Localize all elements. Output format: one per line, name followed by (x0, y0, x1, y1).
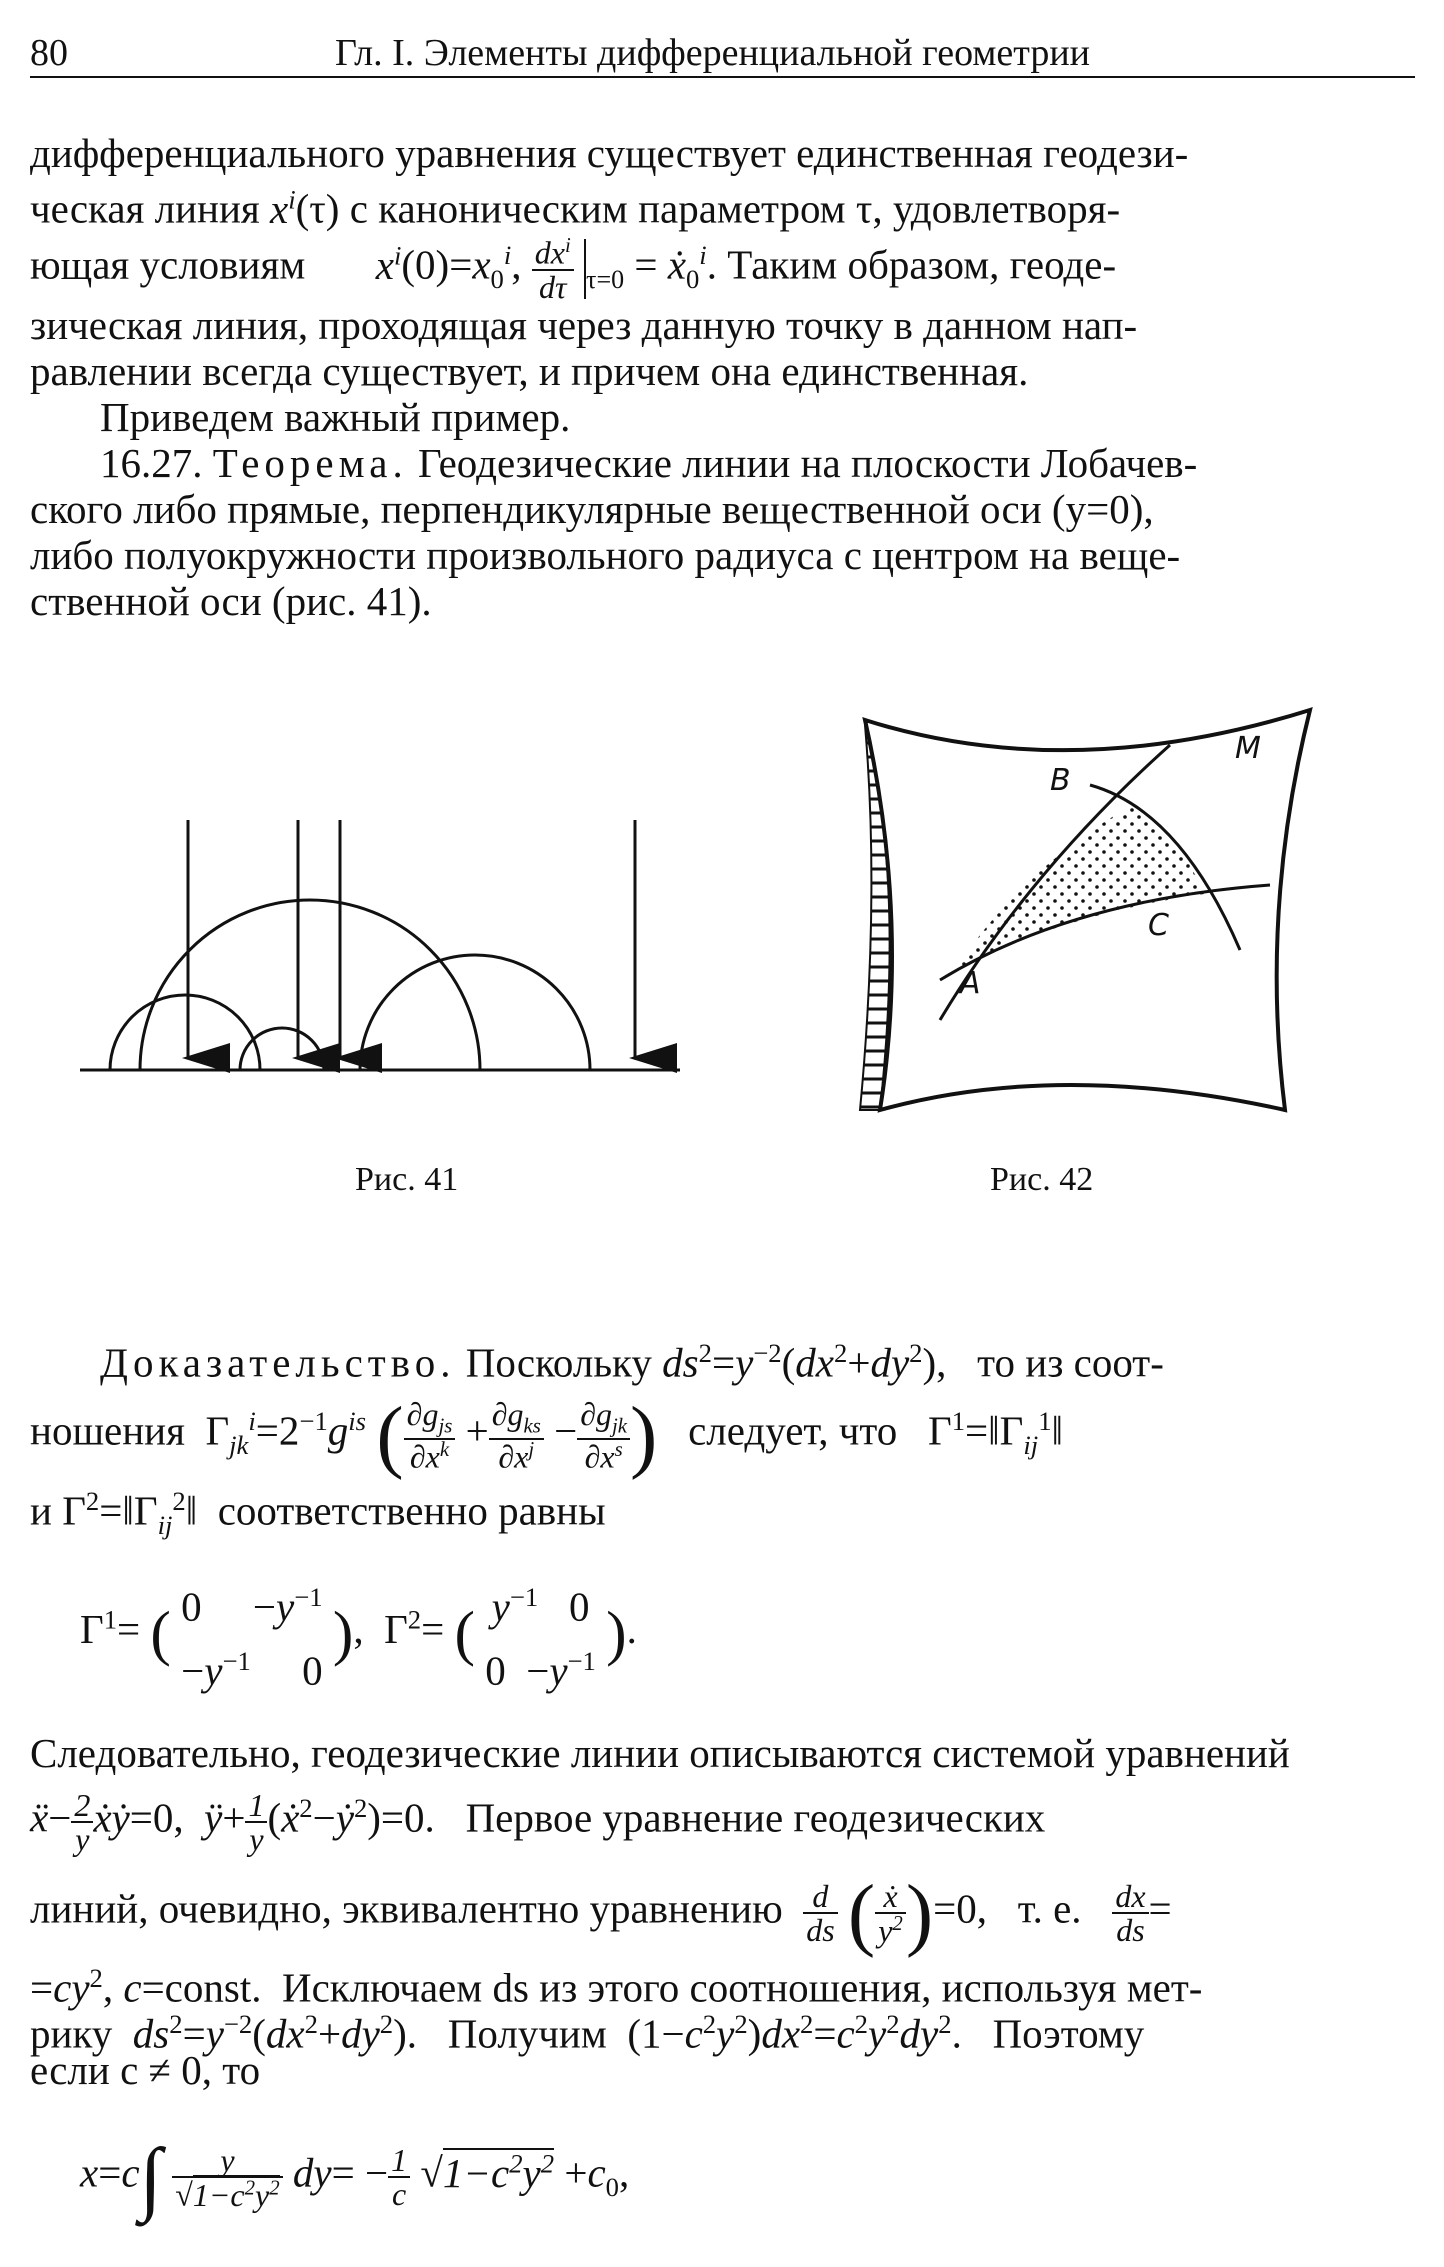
label-C: C (1148, 908, 1169, 943)
page-number: 80 (30, 32, 68, 74)
intro-line-2: ческая линия $x^i(\tau)$ с каноническим параметром τ, удовлетворя- (30, 184, 1121, 232)
running-title: Гл. I. Элементы дифференциальной геометрии (335, 32, 1091, 74)
intro-line-1: дифференциального уравнения существует единственная геодези- (30, 130, 1189, 176)
running-header (30, 30, 1415, 78)
label-M: M (1235, 731, 1261, 766)
intro-line-3: ющая условиям $x^i(0)=x_0^i$, $\frac{dx^i}{d\tau}$ $_{\tau=0}$ = ẋ$_0^i$. Таким образом, геоде- (30, 233, 1117, 305)
figure-41 (70, 780, 690, 1080)
figure-42 (820, 680, 1340, 1120)
para2-line-3: линий, очевидно, эквивалентно уравнению $\frac{d}{ds}$ ( $\frac{\text{ẋ}}{y^2}$ )=0, т. е. $\frac{dx}{ds}$ = (30, 1867, 1172, 1959)
caption-fig41: Рис. 41 (355, 1161, 459, 1198)
proof-line-2: ношения $\Gamma_{jk}^i=2^{-1}g^{is}$ ( $\frac{\partial g_{js}}{\partial x^k}$ + $\frac{\partial g_{ks}}{\partial x^j}$ − $\frac{\partial g_{jk}}{\partial x^s}$ ) следует, что $\Gamma^1=‖\Gamma_{ij}^1‖$ (30, 1389, 1064, 1481)
intro-line-5: равлении всегда существует, и причем она единственная. (30, 348, 1029, 394)
para2-line-1: Следовательно, геодезические линии описываются системой уравнений (30, 1730, 1290, 1776)
proof-line-3: и $\Gamma^2=‖\Gamma_{ij}^2‖$ соответственно равны (30, 1486, 606, 1540)
theorem-label: Теорема. (212, 440, 408, 486)
semicircle-left (110, 995, 260, 1070)
intro-line-4: зическая линия, проходящая через данную точку в данном нап- (30, 302, 1138, 348)
theorem-line-4: ственной оси (рис. 41). (30, 578, 432, 624)
hatched-strip (860, 725, 890, 1110)
example-line: Приведем важный пример. (100, 394, 571, 440)
proof-line-1: Доказательство. Поскольку $ds^2=y^{-2}(dx^2+dy^2)$, то из соот- (100, 1338, 1164, 1386)
theorem-line-3: либо полуокружности произвольного радиуса с центром на веще- (30, 532, 1181, 578)
proof-label: Доказательство. (100, 1339, 456, 1386)
caption-fig42: Рис. 42 (990, 1161, 1094, 1198)
para2-line-6: если c ≠ 0, то (30, 2047, 261, 2093)
label-A: A (960, 966, 981, 1001)
semicircle-large (140, 900, 480, 1070)
integral-equation: x=c∫ $\frac{y}{√1-c^2y^2}$ dy= − $\frac{1}{c}$ $√1-c^2y^2 +c_0$, (80, 2131, 630, 2223)
para2-line-5: рику $ds^2=y^{-2}(dx^2+dy^2)$. Получим $(1-c^2y^2)dx^2=c^2y^2dy^2$. Поэтому (30, 2009, 1145, 2057)
para2-line-2: ẍ− $\frac{2}{y}$ ẋẏ=0, ÿ+ $\frac{1}{y}$ (ẋ$^2$−ẏ$^2$)=0. Первое уравнение геодезических (30, 1787, 1046, 1858)
theorem-line-2: ского либо прямые, перпендикулярные вещественной оси (y=0), (30, 486, 1154, 532)
para2-line-4: $=cy^2$, c=const. Исключаем ds из этого соотношения, используя мет- (30, 1963, 1203, 2011)
theorem-line-1: 16.27. Теорема. Геодезические линии на плоскости Лобачев- (100, 440, 1198, 486)
matrices-equation: $\Gamma^1=$ ( 0 $-y^{-1}$ $-y^{-1}$ 0 ), $\Gamma^2=$ ( $y^{-1}$ 0 $0 -y^{-1}$ ). (80, 1582, 637, 1694)
geodesic-triangle (955, 805, 1204, 970)
label-B: B (1050, 763, 1071, 798)
semicircle-right (360, 955, 590, 1070)
